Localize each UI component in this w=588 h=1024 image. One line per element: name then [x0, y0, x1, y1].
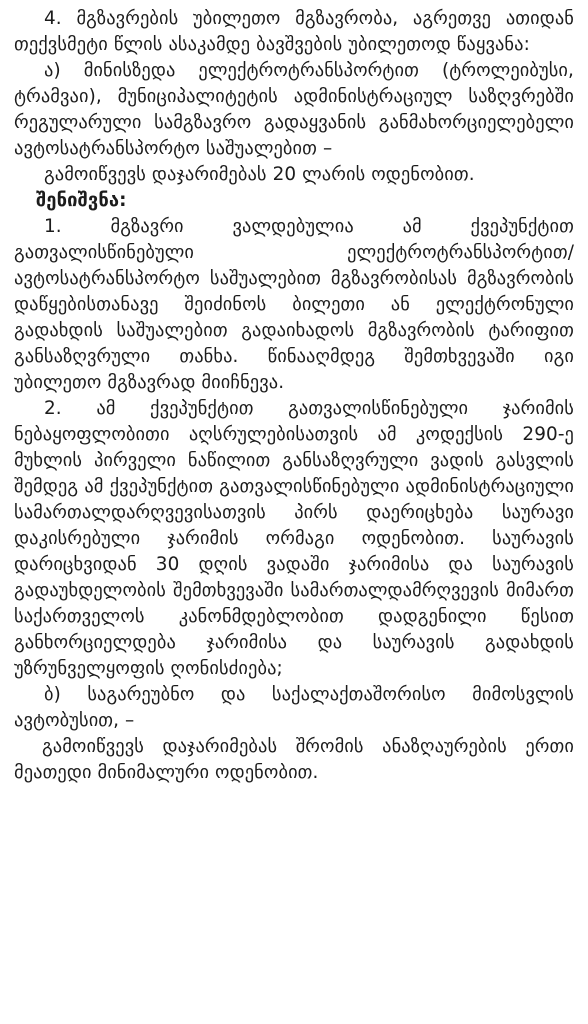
paragraph-subitem-b: ბ) საგარეუბნო და საქალაქთაშორისო მიმოსვლის ავტობუსით, – — [14, 684, 574, 731]
paragraph-penalty-20-gel: გამოიწვევს დაჯარიმებას 20 ლარის ოდენობით. — [44, 164, 475, 185]
note-item-1: 1. მგზავრი ვალდებულია ამ ქვეპუნქტით გათვალისწინებული ელექტროტრანსპორტით/ ავტოსატრანსპორტო საშუალებით მგზავრობისას მგზავრობის დაწყებისთანავე შეიძინოს ბილეთი ან ელექტრონული გადახდის საშუალებით გადაიხადოს მგზავრობის ტარიფით განსაზღვრული თანხა. წინააღმდეგ შემთხვევაში იგი უბილეთო მგზავრად მიიჩნევა. — [14, 216, 574, 393]
paragraph-subitem-a: ა) მინისზედა ელექტროტრანსპორტით (ტროლეიბუსი, ტრამვაი), მუნიციპალიტეტის ადმინისტრაციულ საზღვრებში რეგულარული სამგზავრო გადაყვანის განმახორციელებელი ავტოსატრანსპორტო საშუალებით – — [14, 60, 574, 159]
note-item-2: 2. ამ ქვეპუნქტით გათვალისწინებული ჯარიმის ნებაყოფლობითი აღსრულებისათვის ამ კოდექსის 290-ე მუხლის პირველი ნაწილით განსაზღვრული ვადის გასვლის შემდეგ ამ ქვეპუნქტით გათვალისწინებული ადმინისტრაციული სამართალდარღვევისათვის პირს დაერიცხება საურავი დაკისრებული ჯარიმის ორმაგი ოდენობით. საურავის დარიცხვიდან 30 დღის ვადაში ჯარიმისა და საურავის გადაუხდელობის შემთხვევაში სამართალდამრღვევის მიმართ საქართველოს კანონმდებლობით დადგენილი წესით განხორციელდება ჯარიმისა და საურავის გადახდის უზრუნველყოფის ღონისძიება; — [14, 398, 574, 679]
paragraph-penalty-minimum-wage: გამოიწვევს დაჯარიმებას შრომის ანაზღაურების ერთი მეათედი მინიმალური ოდენობით. — [14, 736, 574, 783]
paragraph-item-4: 4. მგზავრების უბილეთო მგზავრობა, აგრეთვე ათიდან თექვსმეტი წლის ასაკამდე ბავშვების უბილეთოდ წაყვანა: — [14, 8, 574, 55]
note-heading: შენიშვნა: — [36, 190, 127, 211]
